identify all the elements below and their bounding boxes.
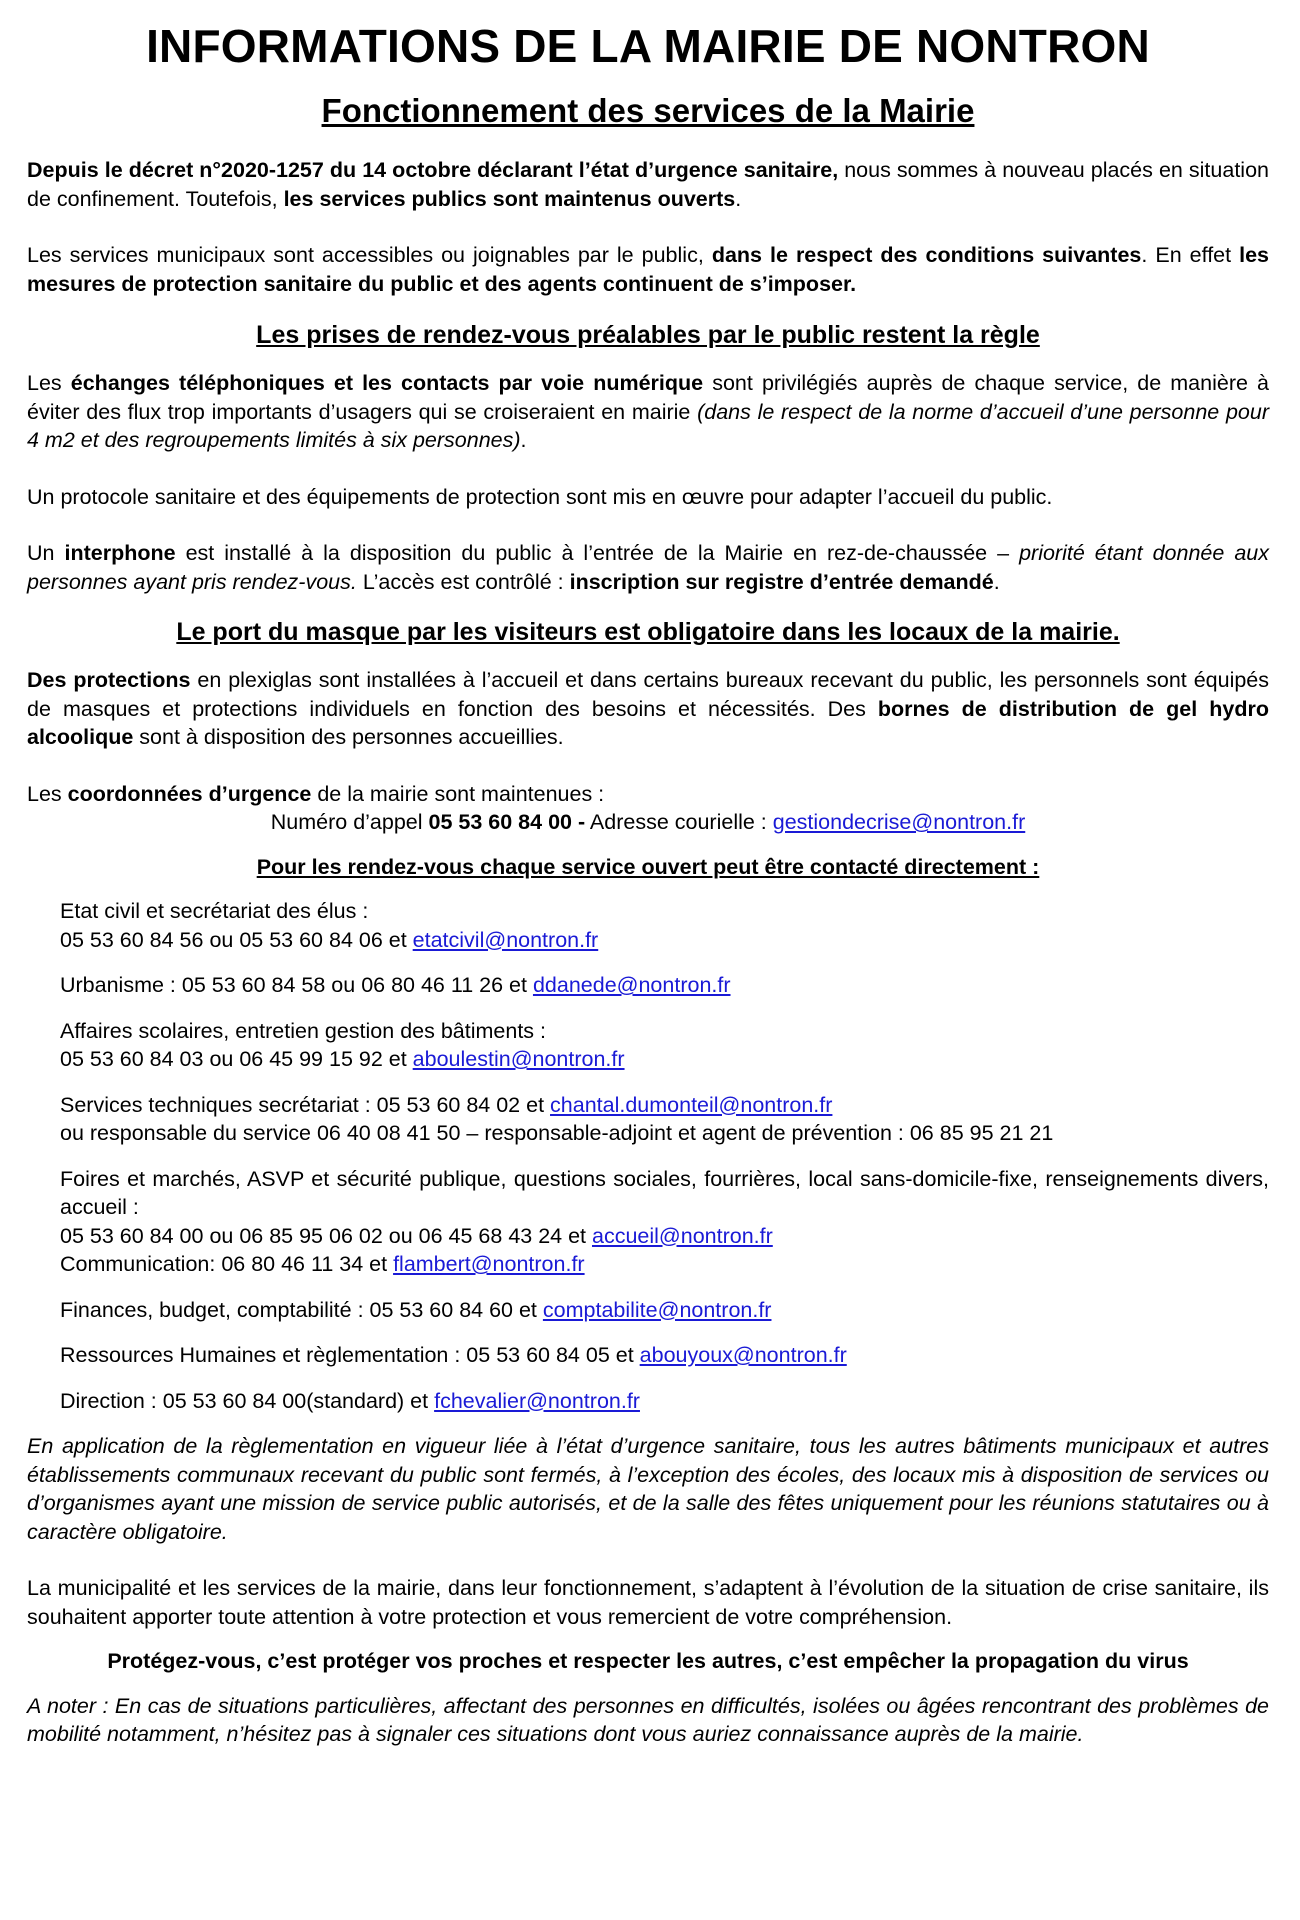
service-etat-civil-contact [27, 926, 1269, 955]
service-urbanisme [27, 971, 1269, 1000]
service-techniques [27, 1091, 1269, 1120]
service-communication [27, 1250, 1269, 1279]
scolaires-phones: 05 53 60 84 03 ou 06 45 99 15 92 et [60, 1047, 413, 1071]
paragraph-protocole: Un protocole sanitaire et des équipements de protection sont mis en œuvre pour adapter l’accueil du public. [27, 484, 1053, 509]
finances-email-link[interactable]: comptabilite@nontron.fr [542, 1297, 772, 1322]
service-scolaires-contact [27, 1045, 1269, 1074]
communication-text: Communication: 06 80 46 11 34 et [60, 1252, 394, 1276]
interphone-text-2: est installé à la disposition du public à l’entrée de la Mairie en rez-de-chaussée – [175, 541, 1020, 565]
priorite-italic: priorité étant donnée aux personnes ayant pris rendez-vous. [27, 541, 1269, 594]
finances-text: Finances, budget, comptabilité : 05 53 60 84 60 et [60, 1297, 543, 1322]
paragraph-note: A noter : En cas de situations particulières, affectant des personnes en difficultés, isolées ou âgées rencontrant des problèmes de mobilité notamment, n’hésitez pas à signaler ces situations dont vous auriez connaissance auprès de la mairie. [27, 1693, 1269, 1746]
techniques-text: Services techniques secrétariat : 05 53 60 84 02 et [60, 1092, 551, 1117]
paragraph-protections [27, 666, 1269, 752]
echanges-text: Les [27, 371, 71, 395]
echanges-bold: échanges téléphoniques et les contacts par voie numérique [70, 371, 704, 395]
decree-text: nous sommes à nouveau placés en situation de confinement. Toutefois, [27, 158, 1269, 211]
etat-civil-email-link[interactable]: etatcivil@nontron.fr [412, 927, 599, 952]
paragraph-application: En application de la règlementation en vigueur liée à l’état d’urgence sanitaire, tous les autres bâtiments municipaux et autres établissements communaux recevant du public sont fermés, à l’exception des écoles, des locaux mis à disposition de services ou d’organismes ayant une mission de service public autorisés, et de la salle des fêtes uniquement pour les réunions statutaires ou à caractère obligatoire. [27, 1434, 1269, 1544]
decree-end: . [735, 186, 742, 211]
interphone-bold: interphone [64, 541, 176, 565]
foires-phones: 05 53 60 84 00 ou 06 85 95 06 02 ou 06 45 68 43 24 et [60, 1223, 592, 1248]
service-direction [27, 1387, 1269, 1416]
echanges-text-2: sont privilégiés auprès de chaque service, de manière à éviter des flux trop importants d’usagers qui se croiseraient en mairie [27, 371, 1269, 424]
rh-email-link[interactable]: abouyoux@nontron.fr [639, 1343, 847, 1367]
protections-text: en plexiglas sont installées à l’accueil et dans certains bureaux recevant du public, les personnels sont équipés de masques et protections individuels en fonction des besoins et nécessités. Des [27, 668, 1270, 721]
urgence-contact-line [27, 808, 1269, 837]
protections-end: sont à disposition des personnes accueillies. [133, 725, 564, 749]
interphone-text-3: L’accès est contrôlé : [356, 569, 570, 594]
service-scolaires-label: Affaires scolaires, entretien gestion des bâtiments : [60, 1018, 546, 1043]
decree-bold: Depuis le décret n°2020-1257 du 14 octobre déclarant l’état d’urgence sanitaire, [27, 158, 839, 182]
paragraph-municipalite: La municipalité et les services de la mairie, dans leur fonctionnement, s’adaptent à l’évolution de la situation de crise sanitaire, ils souhaitent apporter toute attention à votre protection et vous remercient de votre compréhension. [27, 1576, 1269, 1629]
service-etat-civil-label: Etat civil et secrétariat des élus : [60, 899, 369, 923]
paragraph-interphone [27, 539, 1269, 596]
rh-text: Ressources Humaines et règlementation : 05 53 60 84 05 et [60, 1343, 640, 1367]
services-open-bold: les services publics sont maintenus ouverts [283, 186, 736, 211]
urgence-text-2: de la mairie sont maintenues : [311, 781, 605, 806]
interphone-end: . [993, 569, 1000, 594]
communication-email-link[interactable]: flambert@nontron.fr [393, 1252, 585, 1276]
paragraph-decree [27, 156, 1269, 213]
paragraph-echanges [27, 369, 1269, 455]
scolaires-email-link[interactable]: aboulestin@nontron.fr [412, 1047, 625, 1071]
service-foires-contact [27, 1222, 1269, 1251]
norme-italic: (dans le respect de la norme d’accueil d’une personne pour 4 m2 et des regroupements limités à six personnes) [27, 399, 1270, 452]
accueil-email-link[interactable]: accueil@nontron.fr [592, 1223, 773, 1248]
closing-slogan: Protégez-vous, c’est protéger vos proches et respecter les autres, c’est empêcher la propagation du virus [107, 1649, 1189, 1673]
measures-bold: les mesures de protection sanitaire du public et des agents continuent de s’imposer. [27, 243, 1270, 296]
heading-contacts: Pour les rendez-vous chaque service ouvert peut être contacté directement : [256, 854, 1040, 879]
paragraph-conditions [27, 241, 1269, 298]
protections-bold: Des protections [27, 668, 191, 692]
service-rh [27, 1341, 1269, 1370]
paragraph-urgence [27, 780, 1269, 809]
urbanisme-text: Urbanisme : 05 53 60 84 58 ou 06 80 46 11 26 et [60, 973, 533, 997]
heading-rendez-vous: Les prises de rendez-vous préalables par le public restent la règle [256, 321, 1040, 349]
urbanisme-email-link[interactable]: ddanede@nontron.fr [532, 973, 731, 997]
etat-civil-phones: 05 53 60 84 56 ou 05 53 60 84 06 et [60, 927, 413, 952]
direction-email-link[interactable]: fchevalier@nontron.fr [434, 1388, 640, 1413]
direction-text: Direction : 05 53 60 84 00(standard) et [60, 1388, 435, 1413]
services-list [27, 897, 1269, 1415]
conditions-bold: dans le respect des conditions suivantes [711, 243, 1142, 267]
inscription-bold: inscription sur registre d’entrée demandé [569, 569, 994, 594]
interphone-text: Un [27, 541, 65, 565]
service-finances [27, 1296, 1269, 1325]
service-foires-label: Foires et marchés, ASVP et sécurité publique, questions sociales, fourrières, local sans-domicile-fixe, renseignements divers, accueil : [60, 1166, 1269, 1219]
page-title: INFORMATIONS DE LA MAIRIE DE NONTRON [146, 20, 1150, 72]
bornes-bold: bornes de distribution de gel hydro alcoolique [27, 696, 1270, 749]
urgence-text: Les [27, 781, 68, 806]
service-techniques-responsable: ou responsable du service 06 40 08 41 50 – responsable-adjoint et agent de prévention : 06 85 95 21 21 [60, 1121, 1054, 1145]
conditions-text-2: . En effet [1141, 243, 1240, 267]
heading-masque: Le port du masque par les visiteurs est obligatoire dans les locaux de la mairie. [176, 618, 1120, 646]
numero-label: Numéro d’appel [270, 810, 429, 834]
page-subtitle: Fonctionnement des services de la Mairie [321, 92, 975, 129]
echanges-end: . [520, 428, 527, 452]
conditions-text: Les services municipaux sont accessibles ou joignables par le public, [27, 243, 712, 267]
urgence-bold: coordonnées d’urgence [67, 781, 312, 806]
urgence-email-link[interactable]: gestiondecrise@nontron.fr [772, 810, 1026, 834]
adresse-label: Adresse courielle : [585, 810, 773, 834]
urgence-phone: 05 53 60 84 00 - [428, 810, 586, 834]
techniques-email-link[interactable]: chantal.dumonteil@nontron.fr [550, 1092, 833, 1117]
